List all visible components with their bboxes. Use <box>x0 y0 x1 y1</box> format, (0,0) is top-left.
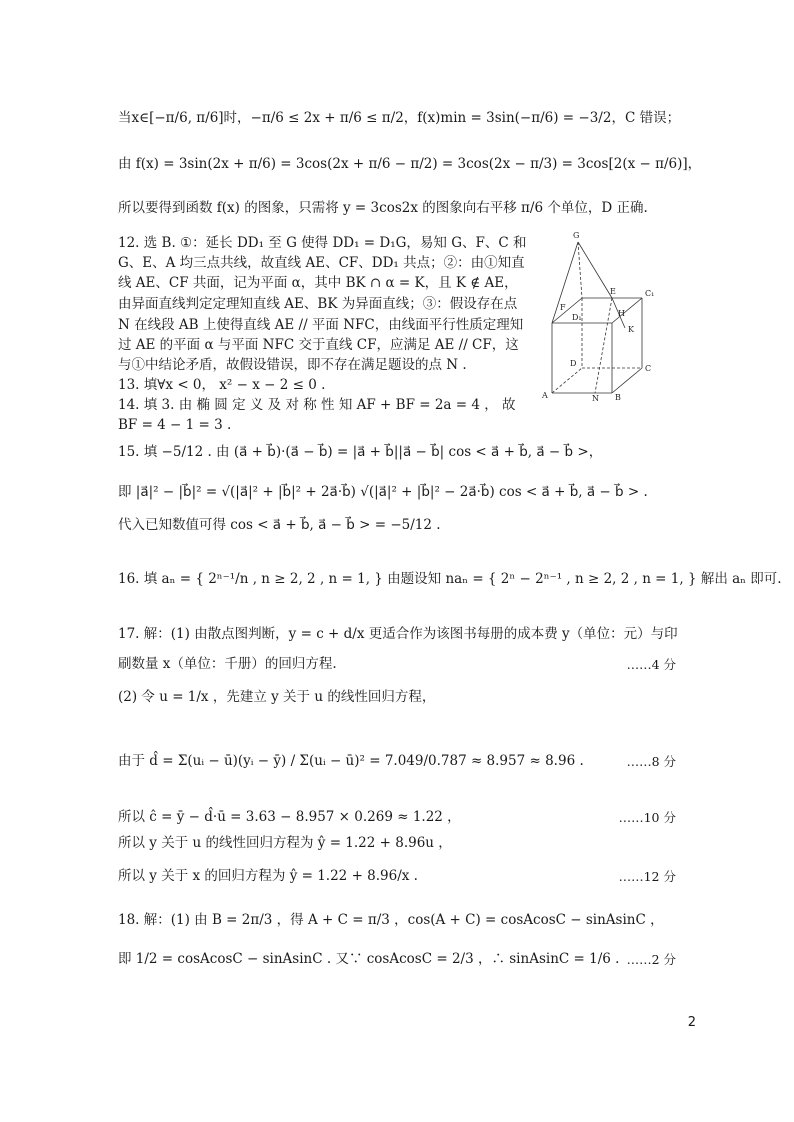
line-3: 所以要得到函数 f(x) 的图象，只需将 y = 3cos2x 的图象向右平移 π/6 个单位，D 正确. <box>118 200 648 216</box>
line-6: 线 AE、CF 共面，记为平面 α，其中 BK ∩ α = K，且 K ∉ AE， <box>118 275 518 291</box>
label-H: H <box>618 309 625 318</box>
label-C: C <box>645 364 652 373</box>
label-F: F <box>560 303 566 312</box>
line-20: (2) 令 u = 1/x ，先建立 y 关于 u 的线性回归方程， <box>118 689 436 705</box>
label-C1: C₁ <box>645 289 655 298</box>
line-21: 由于 d̂ = Σ(uᵢ − ū)(yᵢ − ȳ) / Σ(uᵢ − ū)² = 7.049/0.787 ≈ 8.957 ≈ 8.96 . <box>118 753 584 769</box>
line-2: 由 f(x) = 3sin(2x + π/6) = 3cos(2x + π/6 − π/2) = 3cos(2x − π/3) = 3cos[2(x − π/6)]， <box>118 156 702 172</box>
label-D1: D₁ <box>572 313 582 322</box>
line-18: 17. 解：(1) 由散点图判断，y = c + d/x 更适合作为该图书每册的成本费 y（单位：元）与印 <box>118 626 678 642</box>
line-11: 13. 填∀x < 0， x² − x − 2 ≤ 0 . <box>118 377 326 393</box>
score-8: ……8 分 <box>626 754 676 769</box>
line-22: 所以 ĉ = ȳ − d̂·ū = 3.63 − 8.957 × 0.269 ≈ 1.22 ， <box>118 809 461 825</box>
label-N: N <box>592 394 599 403</box>
line-9: 过 AE 的平面 α 与平面 NFC 交于直线 CF，应满足 AE // CF，这 <box>118 337 519 353</box>
line-15: 即 |a⃗|² − |b⃗|² = √(|a⃗|² + |b⃗|² + 2a⃗·b⃗) √(|a⃗|² + |b⃗|² − 2a⃗·b⃗) cos < a⃗ + b⃗, a⃗ − b⃗ > . <box>118 484 648 500</box>
line-13: BF = 4 − 1 = 3 . <box>118 417 232 433</box>
score-10: ……10 分 <box>618 810 676 825</box>
score-2: ……2 分 <box>626 952 676 967</box>
line-17: 16. 填 aₙ = { 2ⁿ⁻¹/n , n ≥ 2, 2 , n = 1, } 由题设知 naₙ = { 2ⁿ − 2ⁿ⁻¹ , n ≥ 2, 2 , n = 1, } 解出 aₙ 即可. <box>118 571 782 587</box>
cube-figure <box>540 228 665 403</box>
label-K: K <box>628 325 634 334</box>
line-14: 15. 填 −5/12 . 由 (a⃗ + b⃗)·(a⃗ − b⃗) = |a⃗ + b⃗||a⃗ − b⃗| cos < a⃗ + b⃗, a⃗ − b⃗ >， <box>118 444 603 460</box>
label-D: D <box>570 359 577 368</box>
score-12: ……12 分 <box>618 869 676 884</box>
label-B: B <box>615 393 621 402</box>
line-8: N 在线段 AB 上使得直线 AE // 平面 NFC，由线面平行性质定理知 <box>118 317 524 333</box>
line-25: 18. 解：(1) 由 B = 2π/3 ，得 A + C = π/3 ，cos(A + C) = cosAcosC − sinAsinC ， <box>118 912 664 928</box>
score-4: ……4 分 <box>626 657 676 672</box>
line-1: 当x∈[−π/6, π/6]时，−π/6 ≤ 2x + π/6 ≤ π/2，f(x)min = 3sin(−π/6) = −3/2，C 错误； <box>118 110 681 126</box>
line-5: G、E、A 均三点共线，故直线 AE、CF、DD₁ 共点；②：由①知直 <box>118 255 525 271</box>
line-4: 12. 选 B. ①：延长 DD₁ 至 G 使得 DD₁ = D₁G，易知 G、F、C 和 <box>118 235 527 251</box>
line-24: 所以 y 关于 x 的回归方程为 ŷ = 1.22 + 8.96/x . <box>118 868 418 884</box>
line-26: 即 1/2 = cosAcosC − sinAsinC . 又∵ cosAcosC = 2/3 ，∴ sinAsinC = 1/6 . <box>118 951 620 967</box>
page-number: 2 <box>687 1015 696 1030</box>
line-23: 所以 y 关于 u 的线性回归方程为 ŷ = 1.22 + 8.96u ， <box>118 835 452 851</box>
line-16: 代入已知数值可得 cos < a⃗ + b⃗, a⃗ − b⃗ > = −5/12 . <box>118 517 441 533</box>
line-19: 刷数量 x（单位：千册）的回归方程. <box>118 656 337 672</box>
label-A: A <box>542 391 548 400</box>
label-E: E <box>610 287 616 296</box>
line-12: 14. 填 3. 由 椭 圆 定 义 及 对 称 性 知 AF + BF = 2a = 4 ， 故 <box>118 397 516 413</box>
label-G: G <box>573 231 580 240</box>
line-7: 由异面直线判定定理知直线 AE、BK 为异面直线；③：假设存在点 <box>118 296 518 312</box>
line-10: 与①中结论矛盾，故假设错误，即不存在满足题设的点 N . <box>118 357 467 373</box>
